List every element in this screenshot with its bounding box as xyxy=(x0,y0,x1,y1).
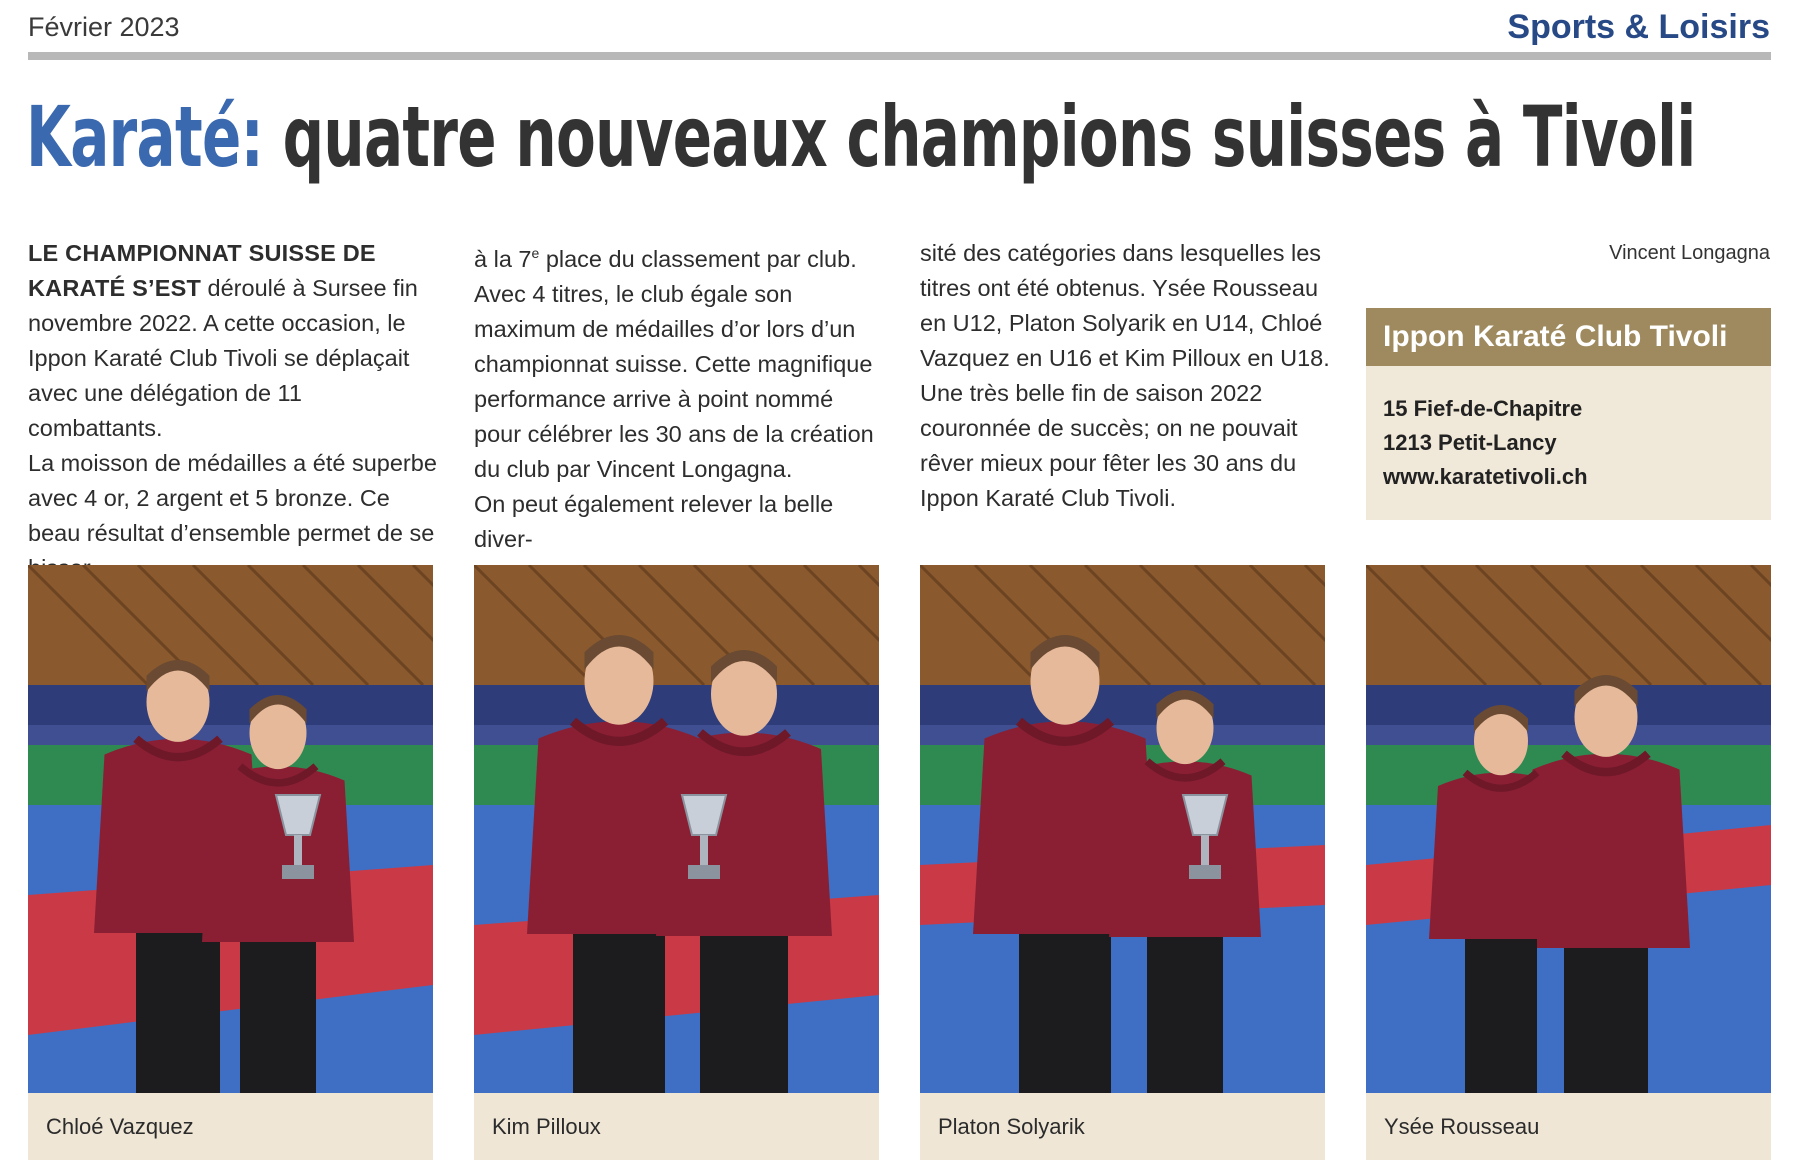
author-byline: Vincent Longagna xyxy=(1609,242,1770,264)
caption-text: Platon Solyarik xyxy=(938,1114,1085,1139)
article-column-3 xyxy=(920,236,1330,516)
club-name: Ippon Karaté Club Tivoli xyxy=(1366,308,1771,366)
photo-ysee-rousseau xyxy=(1366,565,1771,1093)
club-info-box xyxy=(1366,308,1771,520)
photo-kim-pilloux xyxy=(474,565,879,1093)
article-text-1: déroulé à Sursee fin novembre 2022. A cette occasion, le Ippon Karaté Club Tivoli se déplaçait avec une délégation de 11 combattants. xyxy=(28,275,418,441)
ordinal-suffix: e xyxy=(531,245,540,261)
caption-text: Kim Pilloux xyxy=(492,1114,601,1139)
club-address-city: 1213 Petit-Lancy xyxy=(1383,430,1557,455)
article-text-1b: La moisson de médailles a été superbe avec 4 or, 2 argent et 5 bronze. Ce beau résultat d’ensemble permet de se xyxy=(28,450,437,546)
club-website-link[interactable]: www.karatetivoli.ch xyxy=(1383,464,1588,489)
issue-date: Février 2023 xyxy=(28,12,180,42)
photo-caption xyxy=(1366,1093,1771,1160)
section-title: Sports & Loisirs xyxy=(1507,8,1770,46)
photo-caption xyxy=(920,1093,1325,1160)
article-text-2a: à la 7 xyxy=(474,245,532,272)
article-text-2c: On peut également relever la belle diver- xyxy=(474,490,834,552)
photo-chloe-vazquez xyxy=(28,565,433,1093)
headline xyxy=(26,82,1696,192)
photo-platon-solyarik xyxy=(920,565,1325,1093)
article-column-2 xyxy=(474,236,884,557)
headline-keyword: Karaté: xyxy=(26,88,264,186)
caption-text: Ysée Rousseau xyxy=(1384,1114,1540,1139)
header-divider xyxy=(28,52,1771,60)
article-text-3: sité des catégories dans lesquelles les titres ont été obtenus. Ysée Rousseau en U12, Platon Solyarik en U14, Chloé Vazquez en U16 et Kim Pilloux en U18. Une très belle fin de saison 2022 couronnée de succès; on ne pouvait rêver mieux pour fêter les 30 ans du Ippon Karaté Club Tivoli. xyxy=(920,240,1330,511)
club-address-street: 15 Fief-de-Chapitre xyxy=(1383,396,1583,421)
photo-caption xyxy=(474,1093,879,1160)
headline-text: quatre nouveaux champions suisses à Tivoli xyxy=(282,88,1696,186)
article-lead: LE CHAMPIONNAT SUISSE DE KARATÉ S’EST xyxy=(28,240,376,301)
photo-caption xyxy=(28,1093,433,1160)
article-column-1 xyxy=(28,236,438,586)
caption-text: Chloé Vazquez xyxy=(46,1114,194,1139)
article-text-2b: place du classement par club. Avec 4 titres, le club égale son maximum de médailles d’or lors d’un championnat suisse. Cette magnifique performance arrive à point nommé pour célébrer les 30 ans de la création du club par Vincent Longagna. xyxy=(474,245,874,482)
